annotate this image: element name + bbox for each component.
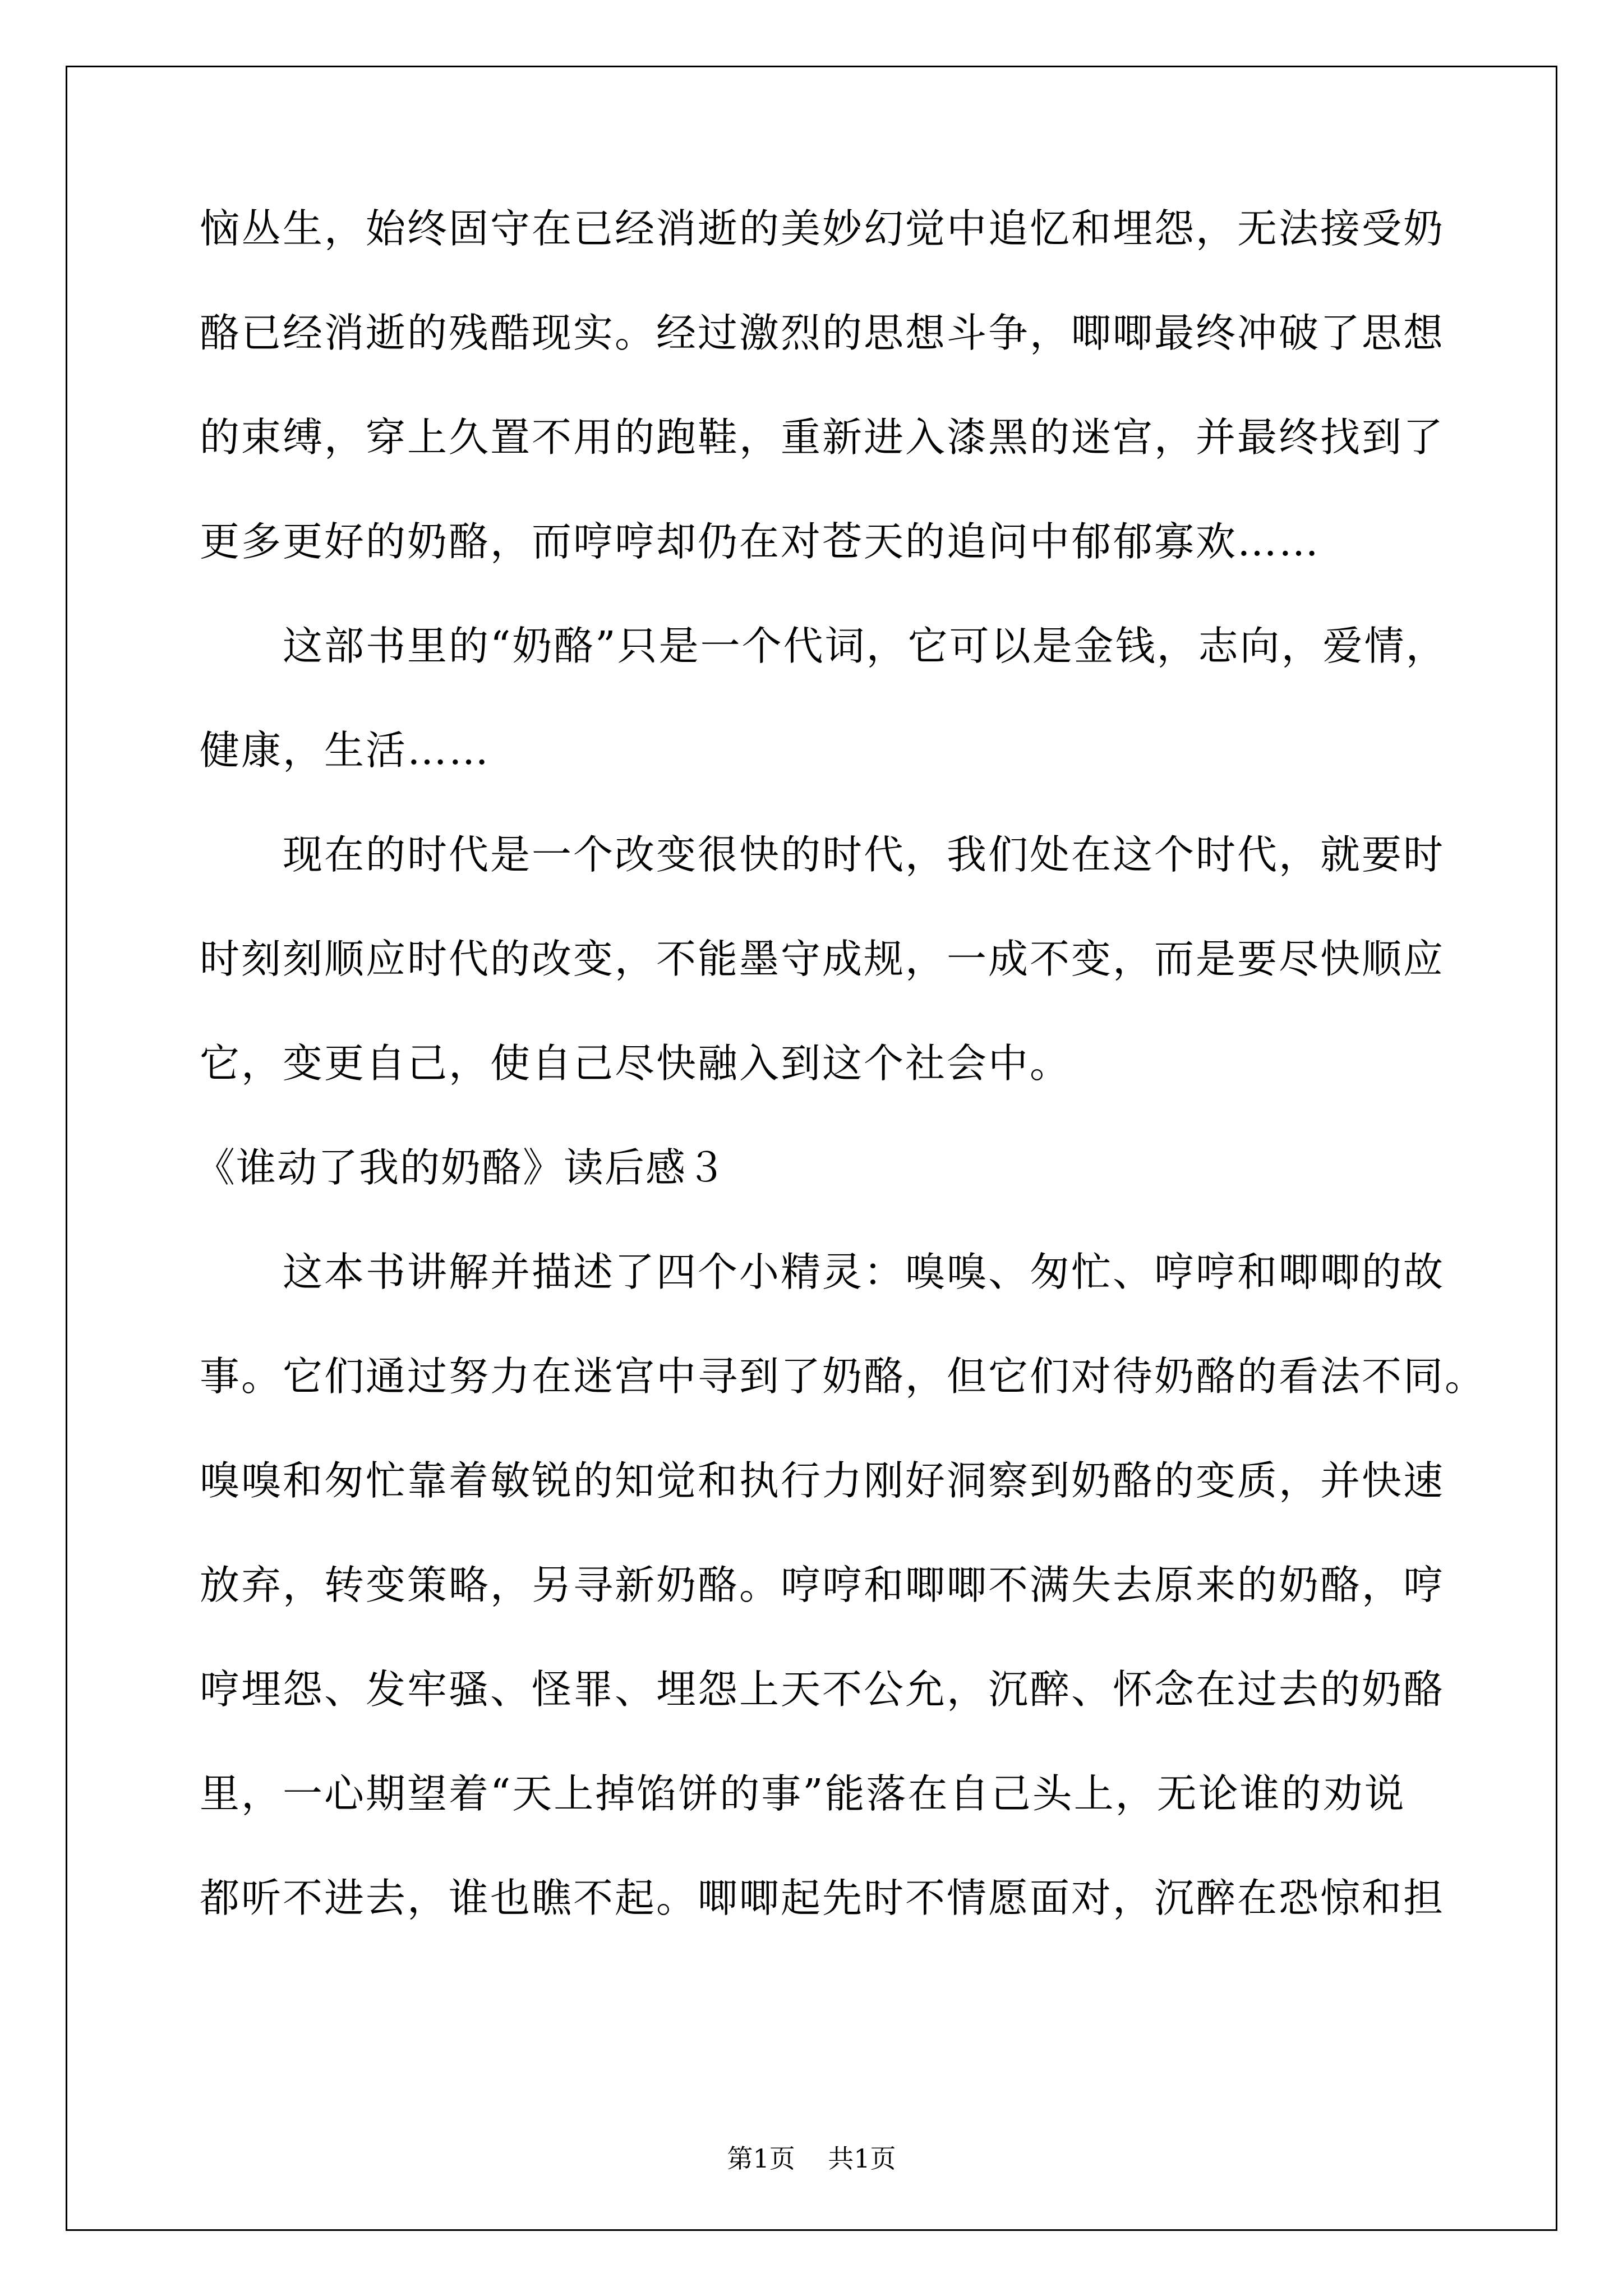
- text-line: 嗅嗅和匆忙靠着敏锐的知觉和执行力刚好洞察到奶酪的变质，并快速: [200, 1457, 1445, 1504]
- text-line: 里，一心期望着“天上掉馅饼的事”能落在自己头上，无论谁的劝说: [200, 1770, 1406, 1817]
- text-line: 健康，生活……: [200, 727, 491, 774]
- paragraph-start-line: 这本书讲解并描述了四个小精灵：嗅嗅、匆忙、哼哼和唧唧的故: [283, 1249, 1445, 1295]
- text-line: 事。它们通过努力在迷宫中寻到了奶酪，但它们对待奶酪的看法不同。: [200, 1353, 1487, 1400]
- page-number: 第1页: [727, 2143, 795, 2174]
- page-footer: [0, 2142, 1623, 2175]
- text-line: 它，变更自己，使自己尽快融入到这个社会中。: [200, 1040, 1072, 1087]
- paragraph-start-line: 这部书里的“奶酪”只是一个代词，它可以是金钱，志向，爱情，: [283, 623, 1447, 669]
- text-line: 放弃，转变策略，另寻新奶酪。哼哼和唧唧不满失去原来的奶酪，哼: [200, 1562, 1445, 1608]
- page-total: 共1页: [828, 2143, 896, 2174]
- text-line: 都听不进去，谁也瞧不起。唧唧起先时不情愿面对，沉醉在恐惊和担: [200, 1875, 1445, 1921]
- paragraph-start-line: 现在的时代是一个改变很快的时代，我们处在这个时代，就要时: [283, 831, 1445, 878]
- text-line: 酪已经消逝的残酷现实。经过激烈的思想斗争，唧唧最终冲破了思想: [200, 310, 1445, 356]
- text-line: 恼丛生，始终固守在已经消逝的美妙幻觉中追忆和埋怨，无法接受奶: [200, 205, 1445, 252]
- section-heading: 《谁动了我的奶酪》读后感３: [195, 1144, 728, 1191]
- text-line: 哼埋怨、发牢骚、怪罪、埋怨上天不公允，沉醉、怀念在过去的奶酪: [200, 1666, 1445, 1713]
- text-line: 时刻刻顺应时代的改变，不能墨守成规，一成不变，而是要尽快顺应: [200, 936, 1445, 982]
- text-line: 的束缚，穿上久置不用的跑鞋，重新进入漆黑的迷宫，并最终找到了: [200, 414, 1445, 461]
- text-line: 更多更好的奶酪，而哼哼却仍在对苍天的追问中郁郁寡欢……: [200, 518, 1321, 565]
